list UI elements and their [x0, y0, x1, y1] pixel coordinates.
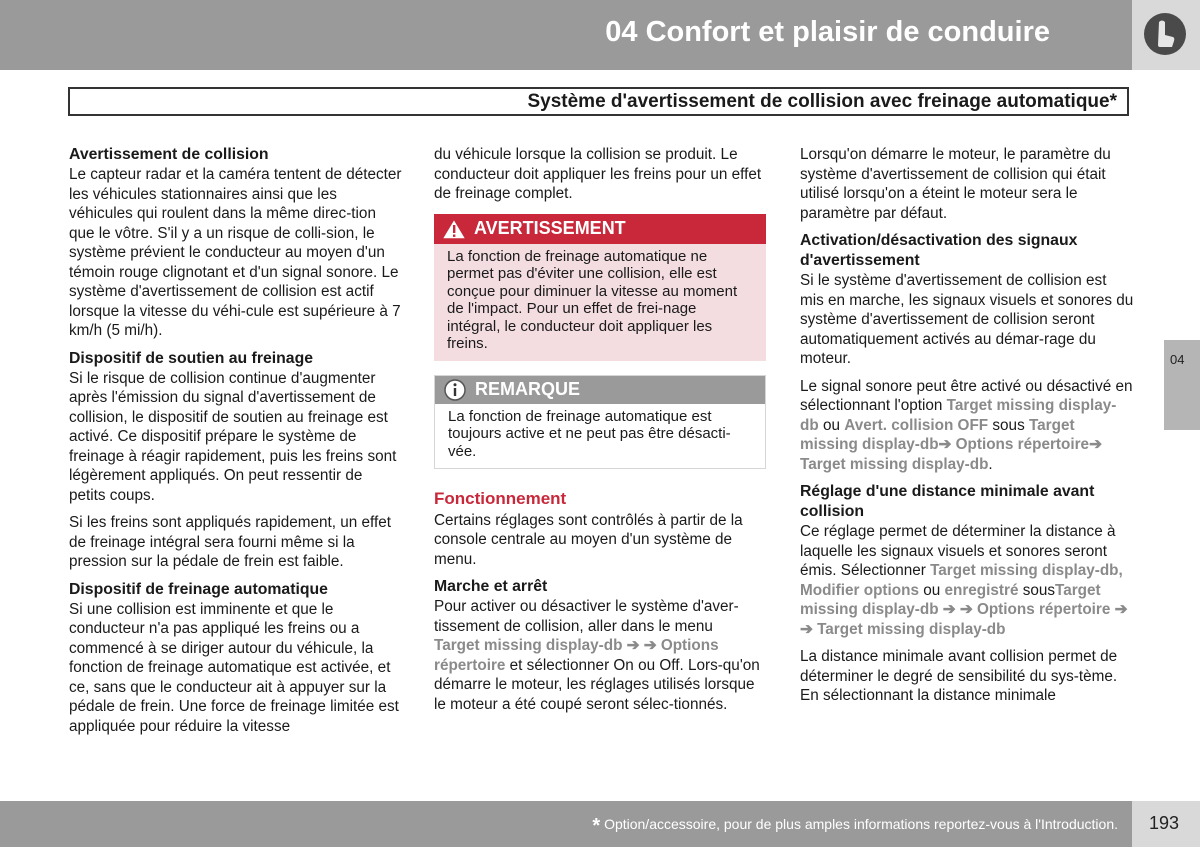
paragraph: Si le système d'avertissement de collision est mis en marche, les signaux visuels et sonores du système d'avertissement de collision seront automatiquement activés au démar-rage du moteur.: [800, 272, 1134, 367]
warning-header: [434, 214, 766, 244]
heading-distance-minimale: Réglage d'une distance minimale avant collision: [800, 483, 1095, 520]
note-title: REMARQUE: [475, 378, 581, 399]
text: Le signal sonore peut être activé ou désactivé en sélectionnant l'option: [800, 377, 1133, 414]
chapter-side-tab: [1164, 340, 1200, 430]
heading-avertissement-collision: Avertissement de collision: [69, 146, 269, 163]
paragraph: Certains réglages sont contrôlés à partir de la console centrale au moyen d'un système de menu.: [434, 511, 743, 568]
text: .: [988, 455, 993, 473]
footnote-text: Option/accessoire, pour de plus amples informations reportez-vous à l'Introduction.: [604, 816, 1118, 832]
footnote-asterisk: *: [592, 815, 601, 837]
menu-option: Target missing display-db, Modifier options: [800, 562, 1123, 599]
menu-option: Avert. collision OFF: [844, 416, 989, 434]
text: et sélectionner On ou Off. Lors-qu'on démarre le moteur, les réglages utilisés lorsque le moteur a été coupé seront sélec-tionnés.: [434, 656, 760, 713]
text: sous: [992, 416, 1025, 434]
text: ou: [923, 581, 941, 599]
paragraph: du véhicule lorsque la collision se produit. Le conducteur doit appliquer les freins pour un effet de freinage complet.: [434, 146, 762, 202]
warning-box: [434, 214, 766, 361]
chapter-header-bar: [0, 0, 1132, 70]
heading-freinage-automatique: Dispositif de freinage automatique: [69, 580, 328, 598]
page-number: 193: [1149, 813, 1180, 833]
page-number-box: [1132, 801, 1200, 847]
section-title-box: [68, 87, 1129, 116]
paragraph: Si le risque de collision continue d'augmenter après l'émission du signal d'avertissement de collision, le dispositif de soutien au freinage est activé. Ce dispositif prépare le système de freinage à réagir rapidement, puis les freins sont légèrement appliqués. On peut ressentir de petits coups.: [69, 369, 397, 504]
menu-path: Options répertoire: [434, 637, 719, 674]
column-1: [69, 145, 403, 744]
section-title: Système d'avertissement de collision avec freinage automatique*: [527, 91, 1117, 112]
chapter-icon-box: [1132, 0, 1200, 70]
menu-path: Target missing display-db: [434, 637, 623, 654]
paragraph: Si les freins sont appliqués rapidement, un effet de freinage intégral sera fourni même si la pression sur la pédale de frein est faible.: [69, 514, 391, 570]
seat-icon: [1144, 13, 1186, 55]
heading-fonctionnement: Fonctionnement: [434, 489, 567, 508]
paragraph: [800, 522, 1134, 639]
footnote: [592, 815, 1118, 838]
note-text: La fonction de freinage automatique est toujours active et ne peut pas être désacti-vée.: [448, 407, 731, 460]
paragraph: [434, 597, 766, 714]
arrow-icons: ➔ ➔: [800, 601, 1128, 638]
paragraph: [800, 377, 1134, 475]
text: sous: [1022, 581, 1056, 599]
paragraph: La distance minimale avant collision permet de déterminer le degré de sensibilité du sys-tème. En sélectionnant la distance minimale: [800, 648, 1118, 704]
menu-path: Target missing display-db: [800, 416, 1075, 453]
menu-option: Target missing display-db: [800, 397, 1117, 434]
text: Pour activer ou désactiver le système d'aver-tissement de collision, aller dans le menu: [434, 598, 739, 635]
note-box: [434, 375, 766, 470]
footer-bar: [0, 801, 1132, 847]
heading-marche-arret: Marche et arrêt: [434, 578, 548, 595]
text: Ce réglage permet de déterminer la distance à laquelle les signaux visuels et sonores seront émis. Sélectionner: [800, 523, 1116, 579]
arrow-icons: ➔ ➔: [942, 601, 973, 618]
warning-title: AVERTISSEMENT: [474, 217, 626, 238]
chapter-title: 04 Confort et plaisir de conduire: [605, 16, 1050, 48]
arrow-icon: ➔: [938, 436, 952, 453]
text: ou: [822, 416, 840, 434]
menu-path: Target missing display-db: [817, 620, 1006, 638]
note-header: [435, 376, 765, 404]
heading-soutien-freinage: Dispositif de soutien au freinage: [69, 349, 314, 367]
warning-text: La fonction de freinage automatique ne permet pas d'éviter une collision, elle est conçue pour diminuer la vitesse au moment de l'impact. Pour un effet de frei-nage intégral, le conducteur doit appliquer les freins.: [447, 247, 738, 352]
arrow-icon: ➔: [1089, 436, 1102, 453]
menu-path: Target missing display-db: [800, 581, 1101, 618]
menu-path: Options répertoire: [976, 601, 1111, 618]
side-tab-label: 04: [1170, 352, 1185, 367]
column-3: [800, 145, 1134, 714]
menu-path: Target missing display-db: [800, 455, 989, 473]
paragraph: Lorsqu'on démarre le moteur, le paramètre du système d'avertissement de collision qui était utilisé lorsqu'on a éteint le moteur sera le paramètre par défaut.: [800, 146, 1111, 222]
menu-option: enregistré: [944, 581, 1019, 599]
menu-path: Options répertoire: [955, 436, 1090, 453]
paragraph: Le capteur radar et la caméra tentent de détecter les véhicules stationnaires ainsi que les véhicules qui roulent dans la même direc-tion que le vôtre. S'il y a un risque de colli-sion, le système prévient le conducteur au moyen d'un témoin rouge clignotant et d'un signal sonore. Le système d'avertissement de collision est actif lorsque la vitesse du véhi-cule est supérieure à 7 km/h (5 mi/h).: [69, 166, 402, 339]
arrow-icons: ➔ ➔: [626, 637, 657, 654]
column-2: [434, 145, 766, 722]
info-icon: [435, 376, 475, 404]
warning-triangle-icon: [434, 214, 474, 244]
heading-activation-signaux: Activation/désactivation des signaux d'avertissement: [800, 232, 1078, 269]
paragraph: Si une collision est imminente et que le conducteur n'a pas appliqué les freins ou a commencé à se diriger autour du véhicule, la fonction de freinage automatique est activée, et ce, sans que le conducteur ait à appuyer sur la pédale de frein. Une force de freinage limitée est appliquée pour réduire la vitesse: [69, 600, 399, 735]
